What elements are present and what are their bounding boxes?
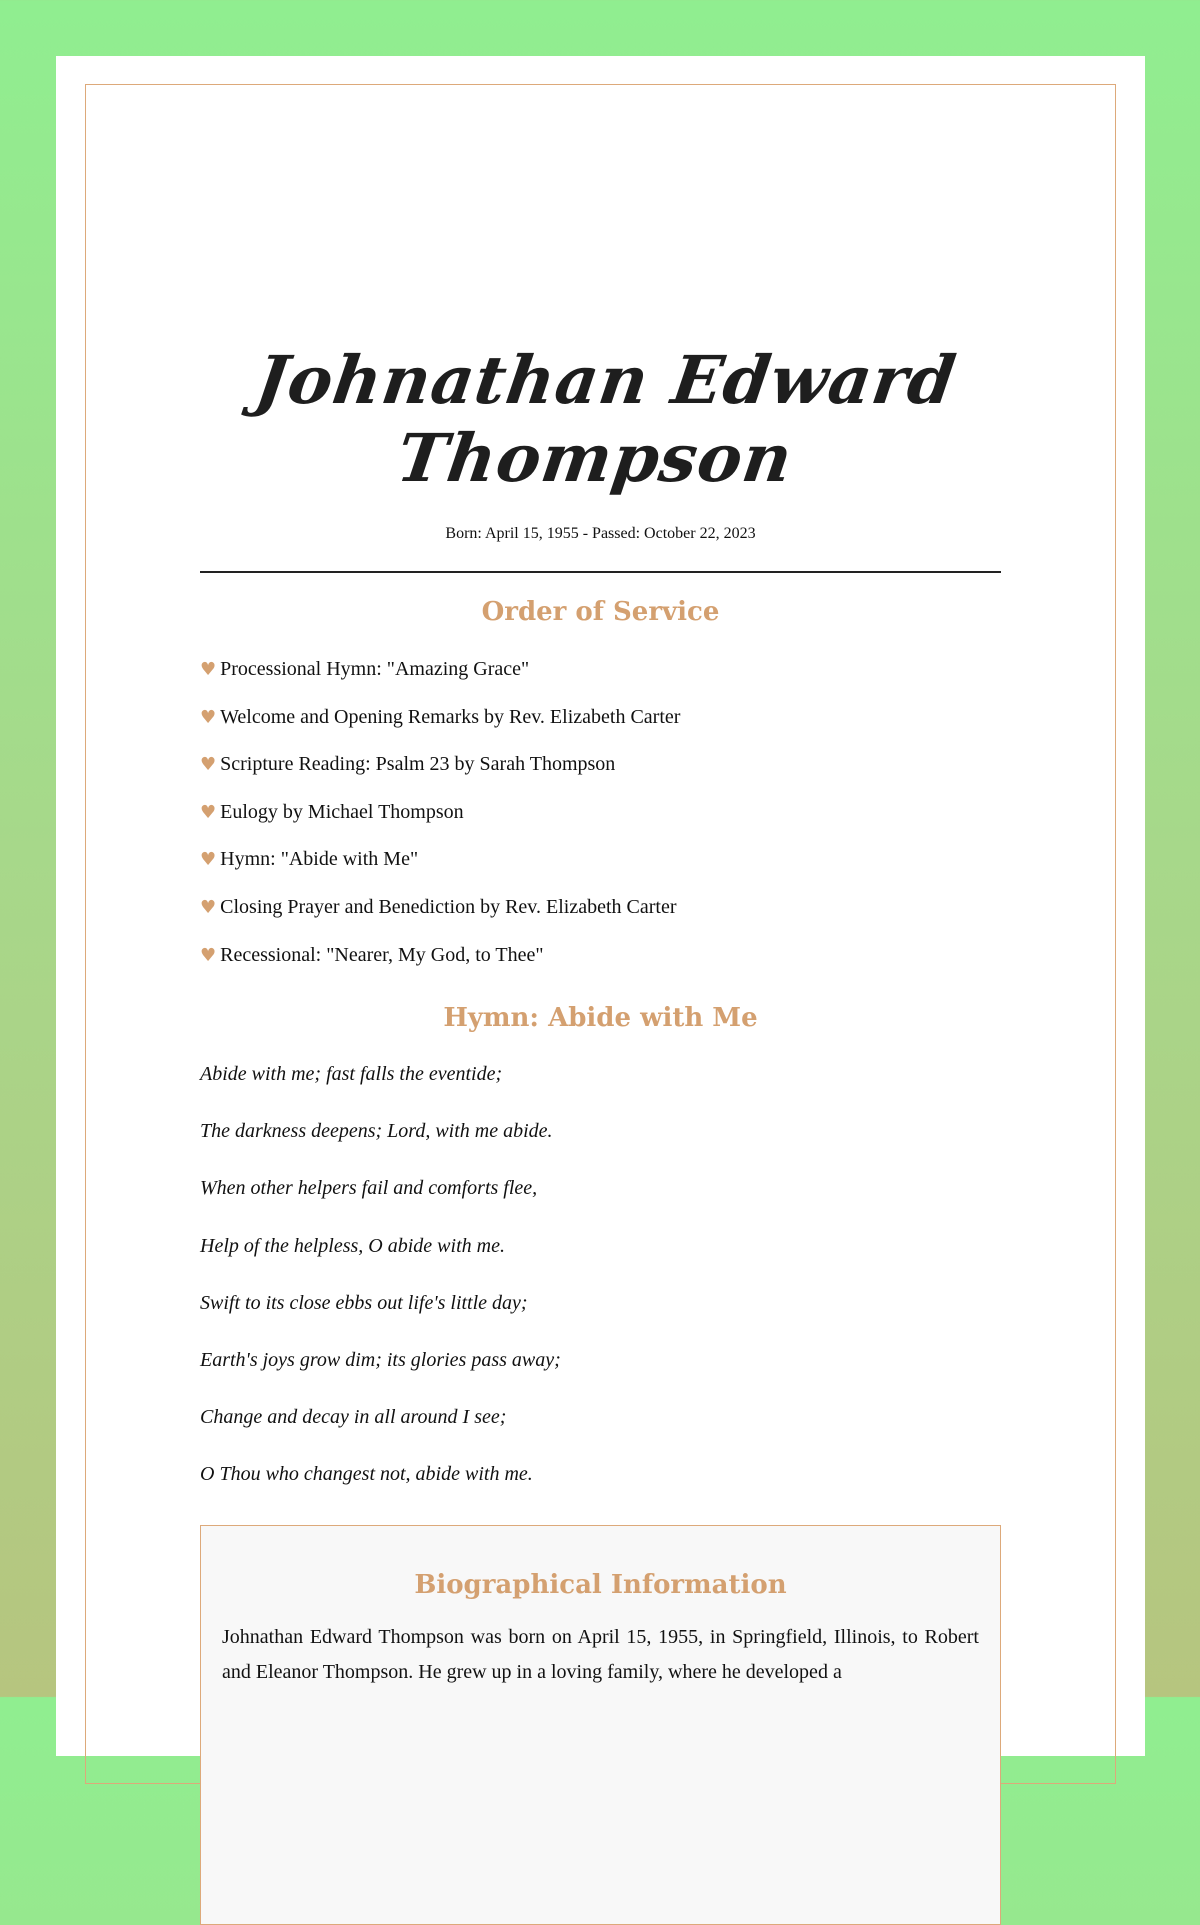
heart-icon: ♥ bbox=[200, 706, 217, 728]
service-item-label: Processional Hymn: "Amazing Grace" bbox=[220, 658, 530, 680]
service-item bbox=[200, 847, 680, 895]
hymn-title: Hymn: Abide with Me bbox=[443, 1003, 758, 1033]
heart-icon: ♥ bbox=[200, 944, 217, 966]
biography-title: Biographical Information bbox=[414, 1570, 787, 1600]
order-of-service-title: Order of Service bbox=[481, 597, 720, 627]
service-item bbox=[200, 705, 680, 753]
order-of-service-list bbox=[200, 657, 680, 990]
hymn-line: Change and decay in all around I see; bbox=[200, 1406, 507, 1429]
service-item-label: Recessional: "Nearer, My God, to Thee" bbox=[220, 943, 544, 966]
service-item bbox=[200, 657, 680, 705]
life-dates: Born: April 15, 1955 - Passed: October 22, 2023 bbox=[445, 525, 756, 542]
service-item bbox=[200, 943, 680, 991]
biography-text: Johnathan Edward Thompson was born on April 15, 1955, in Springfield, Illinois, to Robert and Eleanor Thompson. He grew up in a loving family, where he developed a bbox=[222, 1626, 979, 1683]
hymn-line: Help of the helpless, O abide with me. bbox=[200, 1234, 505, 1257]
service-item-label: Hymn: "Abide with Me" bbox=[220, 848, 419, 871]
service-item bbox=[200, 800, 680, 848]
heart-icon: ♥ bbox=[200, 754, 217, 776]
header-divider bbox=[200, 571, 1001, 573]
heart-icon: ♥ bbox=[200, 896, 217, 918]
service-item-label: Eulogy by Michael Thompson bbox=[220, 800, 464, 823]
hymn-line: Abide with me; fast falls the eventide; bbox=[200, 1063, 503, 1085]
heart-icon: ♥ bbox=[200, 801, 217, 823]
hymn-line: O Thou who changest not, abide with me. bbox=[200, 1463, 533, 1486]
service-item-label: Closing Prayer and Benediction by Rev. Elizabeth Carter bbox=[220, 895, 677, 918]
hymn-line: Earth's joys grow dim; its glories pass away; bbox=[200, 1348, 561, 1371]
hymn-line: The darkness deepens; Lord, with me abide. bbox=[200, 1120, 553, 1143]
biography-box bbox=[200, 1525, 1001, 1925]
deceased-name: Johnathan Edward Thompson bbox=[250, 341, 962, 497]
service-item bbox=[200, 752, 680, 800]
heart-icon: ♥ bbox=[200, 659, 217, 680]
hymn-lyrics bbox=[200, 1062, 561, 1520]
service-item-label: Scripture Reading: Psalm 23 by Sarah Thompson bbox=[220, 753, 616, 776]
service-item bbox=[200, 895, 680, 943]
memorial-card bbox=[56, 56, 1145, 1756]
heart-icon: ♥ bbox=[200, 849, 217, 871]
hymn-line: When other helpers fail and comforts flee, bbox=[200, 1177, 538, 1200]
decorative-frame bbox=[85, 84, 1116, 1784]
hymn-line: Swift to its close ebbs out life's little day; bbox=[200, 1291, 528, 1314]
service-item-label: Welcome and Opening Remarks by Rev. Elizabeth Carter bbox=[220, 705, 681, 728]
